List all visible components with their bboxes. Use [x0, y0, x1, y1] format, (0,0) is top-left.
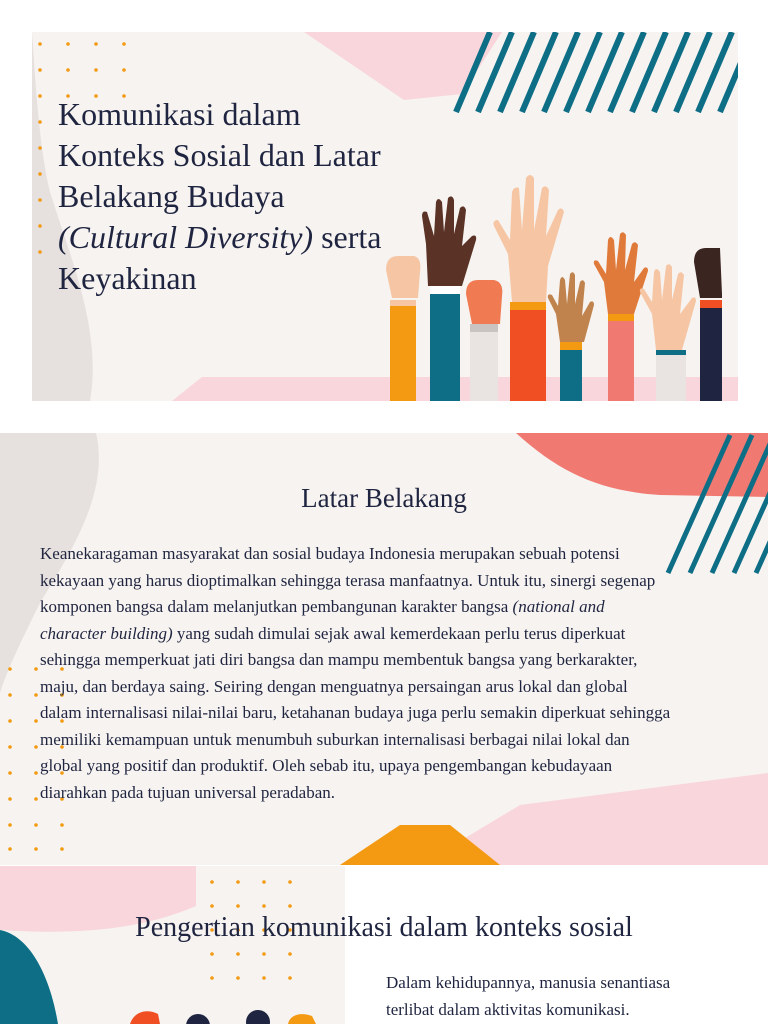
body-line-1: Dalam kehidupannya, manusia senantiasa — [386, 973, 671, 992]
title-italic: (Cultural Diversity) — [58, 219, 314, 255]
body-part-1: Keanekaragaman masyarakat dan sosial budaya Indonesia merupakan sebuah potensi kekayaan yang harus dioptimalkan sehingga terasa manfaatnya. Untuk itu, sinergi segenap komponen bangsa dalam melanjutkan pembangunan karakter bangsa — [40, 544, 656, 616]
definition-slide — [0, 866, 768, 1024]
slide2-body — [40, 541, 672, 806]
slide2-title: Latar Belakang — [301, 483, 467, 513]
raised-hands-icon — [382, 174, 722, 401]
title-line-5: Keyakinan — [58, 260, 197, 296]
slide1-title — [58, 94, 418, 299]
body-italic: (national and character building) — [40, 597, 605, 643]
title-slide — [32, 32, 738, 401]
body-part-2: yang sudah dimulai sejak awal kemerdekaan perlu terus diperkuat sehingga memperkuat jati diri bangsa dan mampu membentuk bangsa yang berkarakter, maju, dan berdaya saing. Seiring dengan menguatnya persaingan arus lokal dan global dalam internalisasi nilai-nilai baru, ketahanan budaya juga perlu semakin diperkuat sehingga memiliki kemampuan untuk menumbuh suburkan internalisasi berbagai nilai lokal dan global yang positif dan produktif. Oleh sebab itu, upaya pengembangan kebudayaan diarahkan pada tujuan universal peradaban. — [40, 623, 671, 802]
title-line-3: Belakang Budaya — [58, 178, 285, 214]
body-line-2: terlibat dalam aktivitas komunikasi. — [386, 999, 630, 1019]
slide3-body — [386, 970, 756, 1023]
slide3-title: Pengertian komunikasi dalam konteks sosial — [135, 912, 633, 943]
title-line-1: Komunikasi dalam — [58, 96, 301, 132]
background-slide — [0, 433, 768, 865]
title-line-2: Konteks Sosial dan Latar — [58, 137, 381, 173]
title-after-italic: serta — [313, 219, 382, 255]
title-line-4 — [58, 217, 418, 258]
